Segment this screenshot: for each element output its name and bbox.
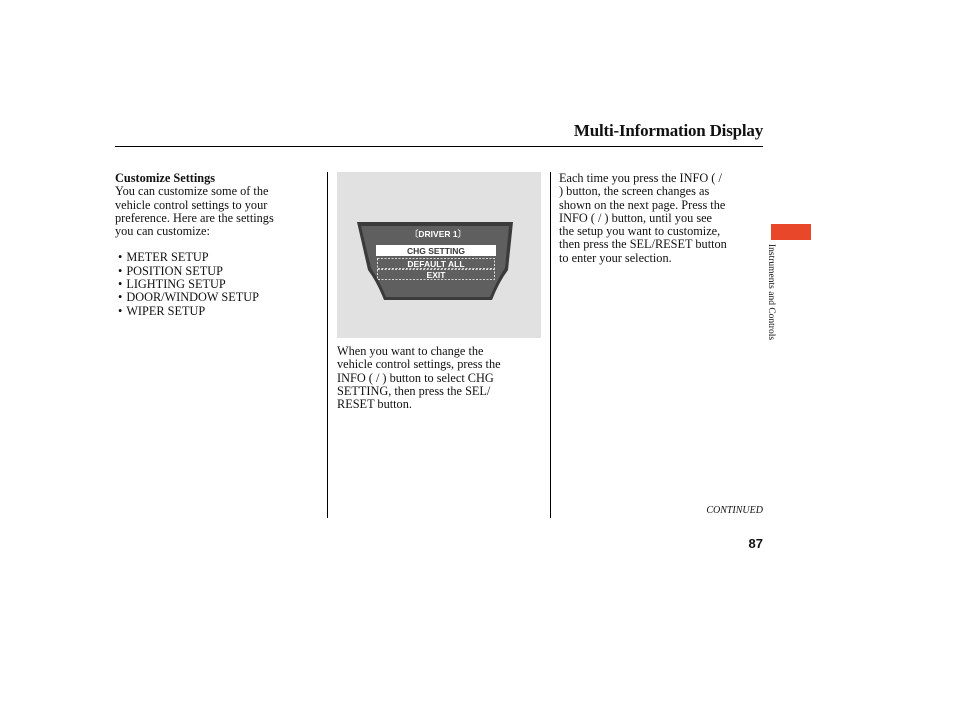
section-side-label	[768, 244, 784, 374]
left-column	[115, 172, 320, 318]
display-option-chg-setting: CHG SETTING	[406, 246, 466, 256]
continued-label: CONTINUED	[706, 505, 763, 516]
list-item: • LIGHTING SETUP	[118, 278, 320, 291]
display-option-exit: EXIT	[426, 270, 446, 280]
display-option-default-all: DEFAULT ALL	[407, 259, 465, 269]
list-item: • POSITION SETUP	[118, 265, 320, 278]
section-tab	[771, 224, 811, 240]
page-number: 87	[748, 536, 763, 551]
column-divider	[550, 172, 551, 518]
settings-list	[115, 251, 320, 317]
page-title: Multi-Information Display	[573, 121, 763, 140]
section-heading: Customize Settings	[115, 171, 216, 185]
display-illustration	[337, 172, 541, 338]
display-screen	[337, 172, 541, 338]
intro-paragraph: You can customize some of the vehicle control settings to your preference. Here are the settings you can customize:	[115, 184, 274, 239]
list-item: • WIPER SETUP	[118, 305, 320, 318]
middle-paragraph: When you want to change the vehicle control settings, press the INFO ( / ) button to select CHG SETTING, then press the SEL/ RESET button.	[337, 344, 501, 412]
column-divider	[327, 172, 328, 518]
display-header: 〔DRIVER 1〕	[409, 229, 467, 239]
title-rule	[115, 146, 763, 147]
list-item: • METER SETUP	[118, 251, 320, 264]
right-paragraph: Each time you press the INFO ( / ) button, the screen changes as shown on the next page. Press the INFO ( / ) button, until you see the setup you want to customize, then press the SEL/RESET button to enter your selection.	[559, 171, 727, 265]
list-item: • DOOR/WINDOW SETUP	[118, 291, 320, 304]
section-side-label-text: Instruments and Controls	[766, 244, 776, 341]
